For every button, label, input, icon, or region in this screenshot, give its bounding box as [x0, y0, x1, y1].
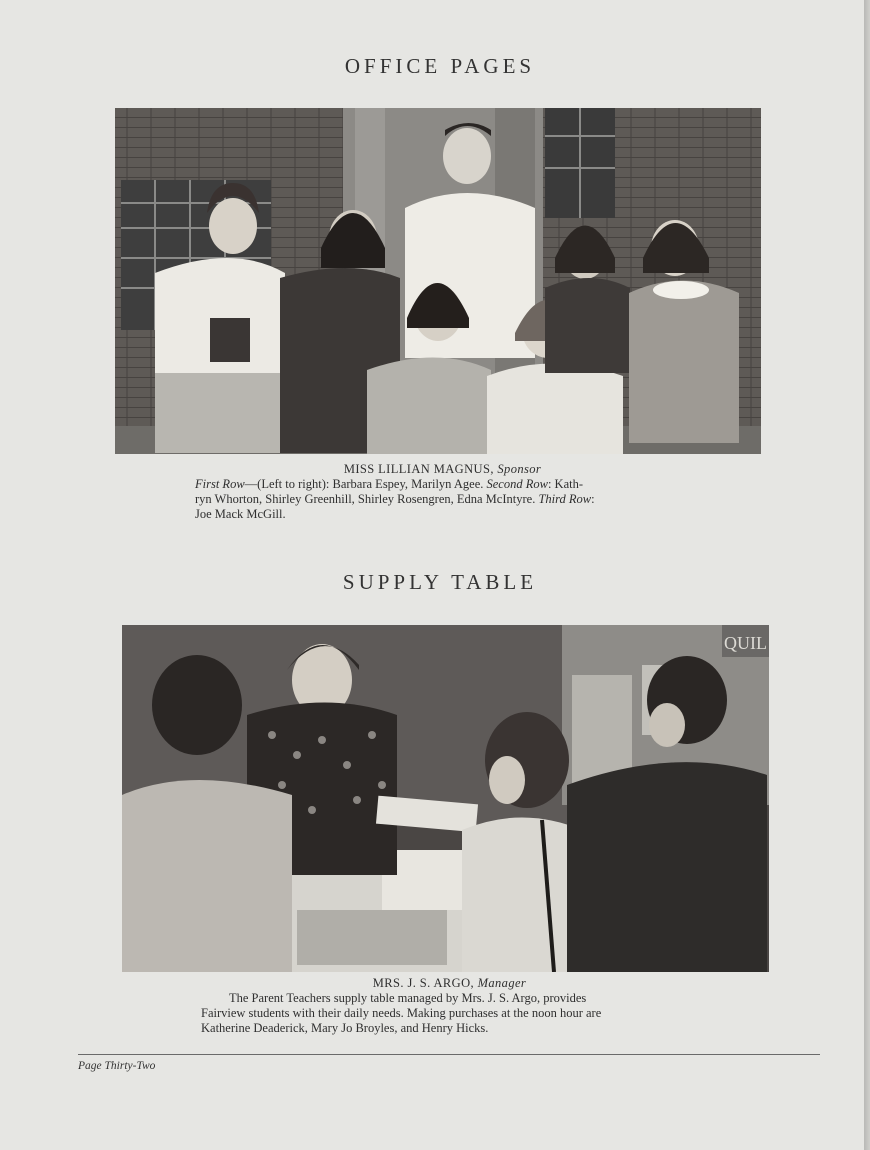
sign-text: QUIL: [724, 633, 767, 653]
manager-line: [201, 976, 698, 991]
sponsor-line: [195, 462, 690, 477]
first-row-names: —(Left to right): Barbara Espey, Marilyn Agee.: [244, 477, 484, 491]
caption-line-1: [195, 477, 690, 492]
first-row-label: First Row: [195, 477, 245, 491]
second-row-label: Second Row: [486, 477, 548, 491]
second-row-start: : Kath-: [547, 477, 584, 491]
caption-line-3: Joe Mack McGill.: [195, 507, 286, 521]
caption-line-2: [195, 492, 690, 507]
supply-caption-line-2: Fairview students with their daily needs. Making purchases at the noon hour are: [201, 1006, 602, 1020]
supply-caption-line-3: Katherine Deaderick, Mary Jo Broyles, and Henry Hicks.: [201, 1021, 489, 1035]
manager-role: Manager: [477, 976, 527, 990]
supply-table-heading: SUPPLY TABLE: [342, 570, 538, 594]
footer-rule: [78, 1054, 820, 1055]
office-pages-heading: OFFICE PAGES: [344, 54, 536, 78]
supply-caption-line-1: The Parent Teachers supply table managed by Mrs. J. S. Argo, provides: [229, 991, 587, 1005]
third-row-label: Third Row: [538, 492, 592, 506]
manager-name: MRS. J. S. ARGO,: [372, 976, 475, 990]
office-pages-photo: [115, 108, 761, 454]
third-row-colon: :: [591, 492, 595, 506]
sponsor-role: Sponsor: [497, 462, 542, 476]
supply-table-caption: [201, 976, 698, 1036]
second-row-names: ryn Whorton, Shirley Greenhill, Shirley Rosengren, Edna McIntyre.: [195, 492, 536, 506]
office-pages-caption: [195, 462, 690, 522]
supply-table-photo: [122, 625, 769, 972]
sponsor-name: MISS LILLIAN MAGNUS,: [343, 462, 494, 476]
page-number: Page Thirty-Two: [78, 1060, 156, 1072]
